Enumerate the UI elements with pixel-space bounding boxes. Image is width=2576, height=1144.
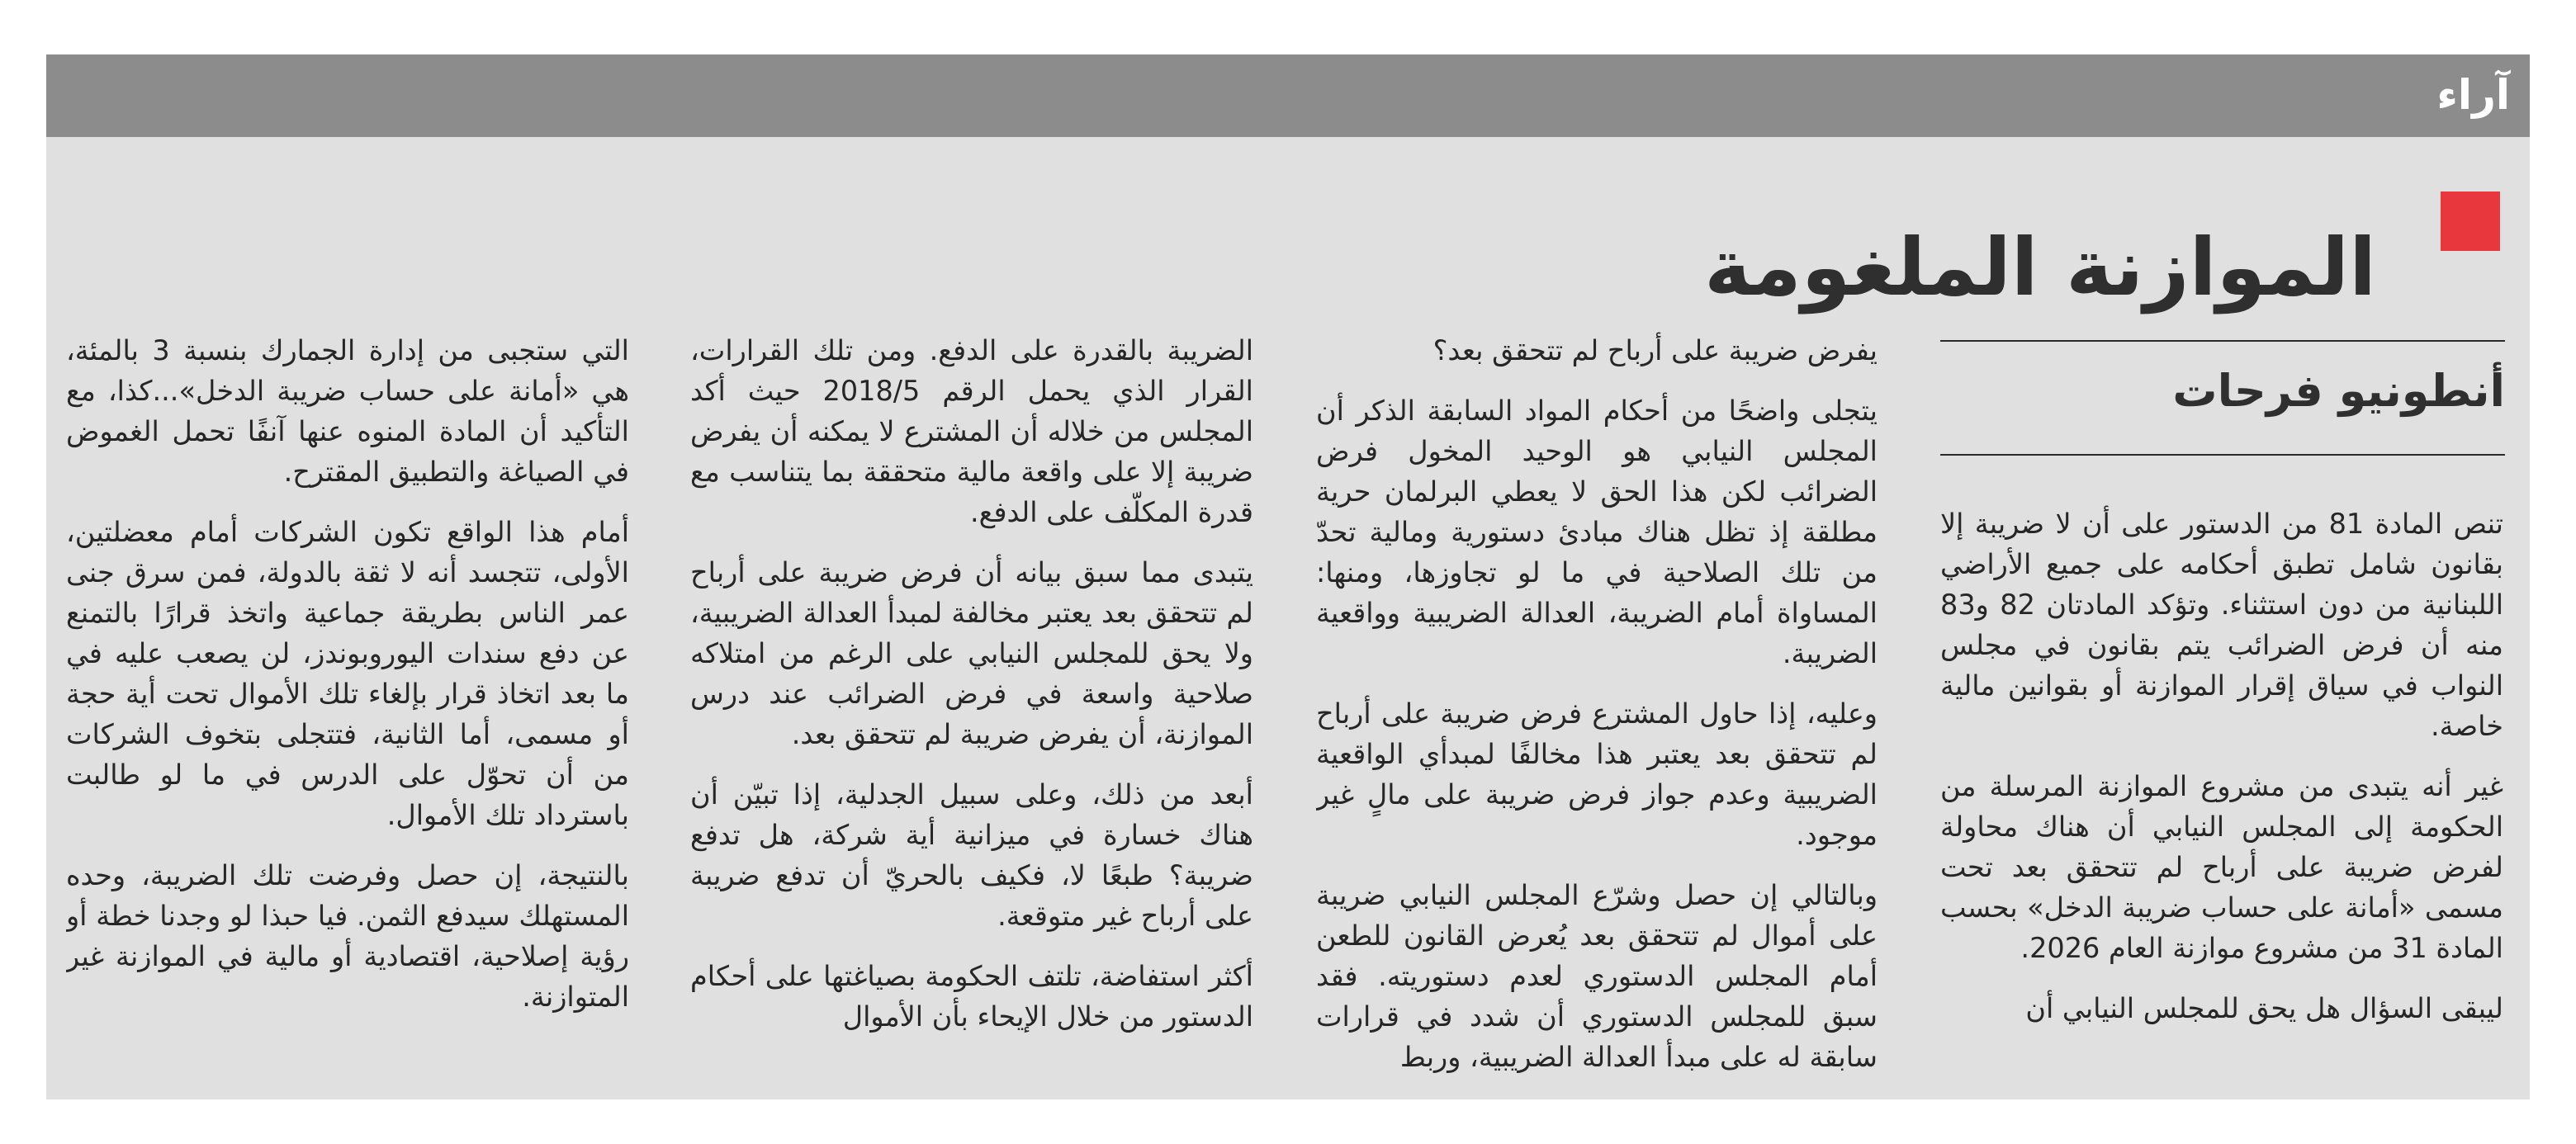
paragraph: أبعد من ذلك، وعلى سبيل الجدلية، إذا تبيّن أن هناك خسارة في ميزانية أية شركة، هل تدفع ضريبة؟ طبعًا لا، فكيف بالحريّ أن تدفع ضريبة على أرباح غير متوقعة.	[690, 778, 1253, 932]
paragraph: أكثر استفاضة، تلتف الحكومة بصياغتها على أحكام الدستور من خلال الإيحاء بأن الأموال	[690, 960, 1253, 1033]
paragraph: يفرض ضريبة على أرباح لم تتحقق بعد؟	[1432, 334, 1878, 366]
article-panel	[46, 54, 2530, 1099]
author-name: أنطونيو فرحات	[2172, 365, 2505, 417]
author-byline	[1940, 340, 2505, 456]
paragraph: يتجلى واضحًا من أحكام المواد السابقة الذكر أن المجلس النيابي هو الوحيد المخول فرض الضرائب لكن هذا الحق لا يعطي البرلمان حرية مطلقة إذ تظل هناك مبادئ دستورية ومالية تحدّ من تلك الصلاحية في ما لو تجاوزها، ومنها: المساواة أمام الضريبة، العدالة الضريبية وواقعية الضريبة.	[1316, 395, 1878, 669]
paragraph: تنص المادة 81 من الدستور على أن لا ضريبة إلا بقانون شامل تطبق أحكامه على جميع الأراضي اللبنانية من دون استثناء. وتؤكد المادتان 82 و83 منه أن فرض الضرائب يتم بقانون في مجلس النواب في سياق إقرار الموازنة أو بقوانين مالية خاصة.	[1940, 508, 2503, 742]
paragraph: يتبدى مما سبق بيانه أن فرض ضريبة على أرباح لم تتحقق بعد يعتبر مخالفة لمبدأ العدالة الضريبية، ولا يحق للمجلس النيابي على الرغم من امتلاكه صلاحية واسعة في فرض الضرائب عند درس الموازنة، أن يفرض ضريبة لم تتحقق بعد.	[690, 556, 1253, 750]
paragraph: وبالتالي إن حصل وشرّع المجلس النيابي ضريبة على أموال لم تتحقق بعد يُعرض القانون للطعن أمام المجلس الدستوري لعدم دستوريته. فقد سبق للمجلس الدستوري أن شدد في قرارات سابقة له على مبدأ العدالة الضريبية، وربط	[1316, 879, 1878, 1073]
paragraph: التي ستجبى من إدارة الجمارك بنسبة 3 بالمئة، هي «أمانة على حساب ضريبة الدخل»...كذا، مع التأكيد أن المادة المنوه عنها آنفًا تحمل الغموض في الصياغة والتطبيق المقترح.	[66, 334, 629, 488]
headline-marker-icon	[2441, 191, 2500, 251]
section-header-bar	[46, 54, 2530, 137]
section-label[interactable]: آراء	[2436, 71, 2510, 119]
article-headline: الموازنة الملغومة	[1704, 221, 2376, 314]
article-column-2	[1316, 330, 1878, 1073]
paragraph: غير أنه يتبدى من مشروع الموازنة المرسلة من الحكومة إلى المجلس النيابي أن هناك محاولة لفرض ضريبة على أرباح لم تتحقق بعد تحت مسمى «أمانة على حساب ضريبة الدخل» بحسب المادة 31 من مشروع موازنة العام 2026.	[1940, 770, 2503, 964]
article-column-1	[1940, 503, 2503, 1073]
paragraph: ليبقى السؤال هل يحق للمجلس النيابي أن	[2025, 992, 2503, 1024]
article-column-4	[66, 330, 629, 1073]
paragraph: أمام هذا الواقع تكون الشركات أمام معضلتين، الأولى، تتجسد أنه لا ثقة بالدولة، فمن سرق جنى عمر الناس بطريقة جماعية واتخذ قرارًا بالتمنع عن دفع سندات اليوروبوندز، لن يصعب عليه في ما بعد اتخاذ قرار بإلغاء تلك الأموال تحت أية حجة أو مسمى، أما الثانية، فتتجلى بتخوف الشركات من أن تحوّل على الدرس في ما لو طالبت باسترداد تلك الأموال.	[66, 516, 629, 831]
article-column-3	[690, 330, 1253, 1073]
paragraph: وعليه، إذا حاول المشترع فرض ضريبة على أرباح لم تتحقق بعد يعتبر هذا مخالفًا لمبدأي الواقعية الضريبية وعدم جواز فرض ضريبة على مالٍ غير موجود.	[1316, 697, 1878, 851]
paragraph: الضريبة بالقدرة على الدفع. ومن تلك القرارات، القرار الذي يحمل الرقم 2018/5 حيث أكد المجلس من خلاله أن المشترع لا يمكنه أن يفرض ضريبة إلا على واقعة مالية متحققة بما يتناسب مع قدرة المكلّف على الدفع.	[690, 334, 1253, 528]
paragraph: بالنتيجة، إن حصل وفرضت تلك الضريبة، وحده المستهلك سيدفع الثمن. فيا حبذا لو وجدنا خطة أو رؤية إصلاحية، اقتصادية أو مالية في الموازنة غير المتوازنة.	[66, 859, 629, 1013]
